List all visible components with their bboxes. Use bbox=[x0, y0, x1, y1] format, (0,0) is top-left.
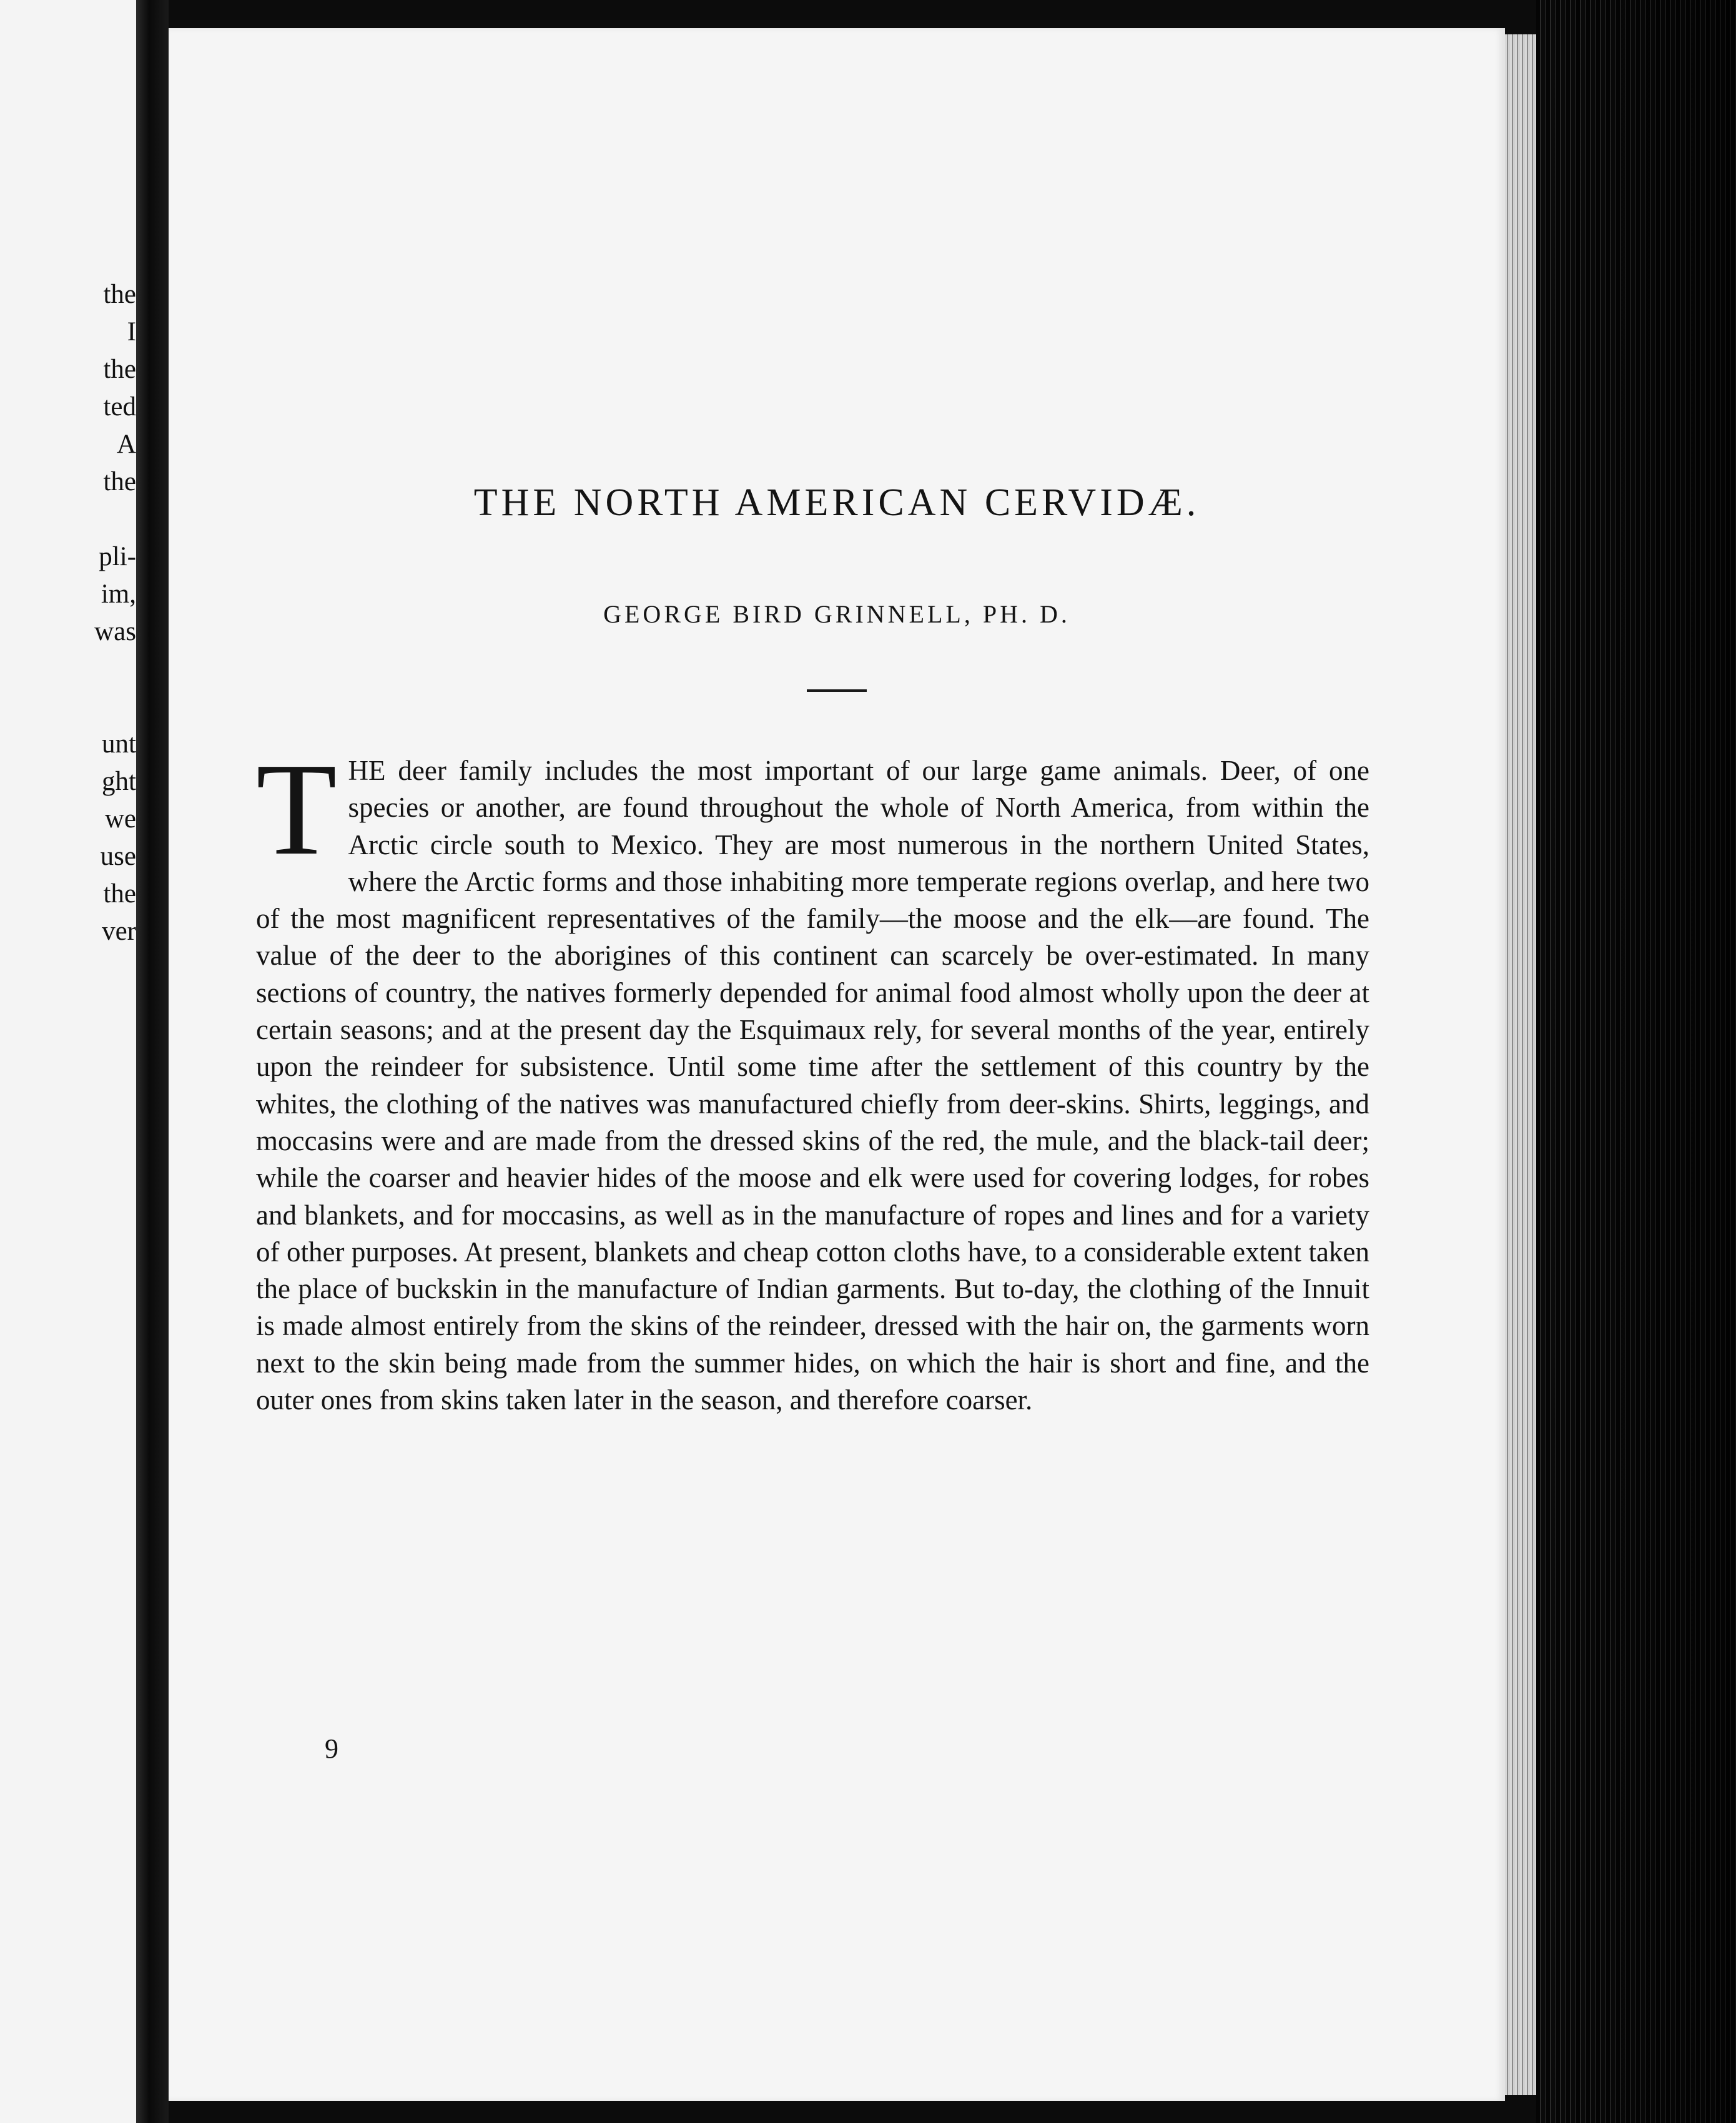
left-page-fragment: unt bbox=[102, 729, 136, 759]
left-page-fragment: ght bbox=[102, 767, 136, 796]
left-page-fragment: ver bbox=[102, 917, 136, 946]
left-page-fragment: A bbox=[116, 430, 136, 459]
left-page-fragment: pli- bbox=[99, 542, 136, 571]
left-page-fragment: the bbox=[103, 355, 136, 384]
article-title: THE NORTH AMERICAN CERVIDÆ. bbox=[473, 481, 1200, 524]
page-stack-shadow bbox=[1536, 0, 1736, 2123]
drop-cap: T bbox=[256, 736, 337, 882]
left-page-fragment: I bbox=[127, 317, 136, 347]
left-page-fragment: the bbox=[103, 879, 136, 909]
previous-page bbox=[0, 0, 136, 2123]
left-page-fragment: we bbox=[104, 804, 136, 834]
body-text: HE deer family includes the most important of our large game animals. Deer, of one species or another, are found throughout the whole of North America, from within the Arctic circle south to Mexico. They are most numerous in the northern United States, where the Arctic forms and those inhabiting more temperate regions overlap, and here two of the most magnificent representatives of the family—the moose and the elk—are found. The value of the deer to the aborigines of this continent can scarcely be over-estimated. In many sections of country, the natives formerly depended for animal food almost wholly upon the deer at certain seasons; and at the present day the Esquimaux rely, for several months of the year, entirely upon the reindeer for subsistence. Until some time after the settlement of this country by the whites, the clothing of the natives was manufactured chiefly from deer-skins. Shirts, leggings, and moccasins were and are made from the dressed skins of the red, the mule, and the black-tail deer; while the coarser and heavier hides of the moose and elk were used for covering lodges, for robes and blankets, and for moccasins, as well as in the manufacture of ropes and lines and for a variety of other purposes. At present, blankets and cheap cotton cloths have, to a considerable extent taken the place of buckskin in the manufacture of Indian garments. But to-day, the clothing of the Innuit is made almost entirely from the skins of the reindeer, dressed with the hair on, the garments worn next to the skin being made from the summer hides, on which the hair is short and fine, and the outer ones from skins taken later in the season, and therefore coarser. bbox=[256, 755, 1369, 1416]
title-rule bbox=[807, 689, 867, 692]
book-page bbox=[169, 28, 1505, 2101]
book-gutter bbox=[136, 0, 169, 2123]
article-body bbox=[256, 736, 1369, 1419]
left-page-fragment: the bbox=[103, 467, 136, 496]
page-number: 9 bbox=[325, 1733, 338, 1764]
page-edge bbox=[1505, 34, 1536, 2095]
article-author: GEORGE BIRD GRINNELL, PH. D. bbox=[603, 600, 1070, 628]
left-page-fragment: ted bbox=[103, 392, 136, 421]
left-page-fragment: im, bbox=[101, 579, 136, 609]
left-page-fragment: the bbox=[103, 280, 136, 309]
left-page-fragment: was bbox=[94, 617, 136, 646]
left-page-fragment: use bbox=[100, 842, 136, 871]
